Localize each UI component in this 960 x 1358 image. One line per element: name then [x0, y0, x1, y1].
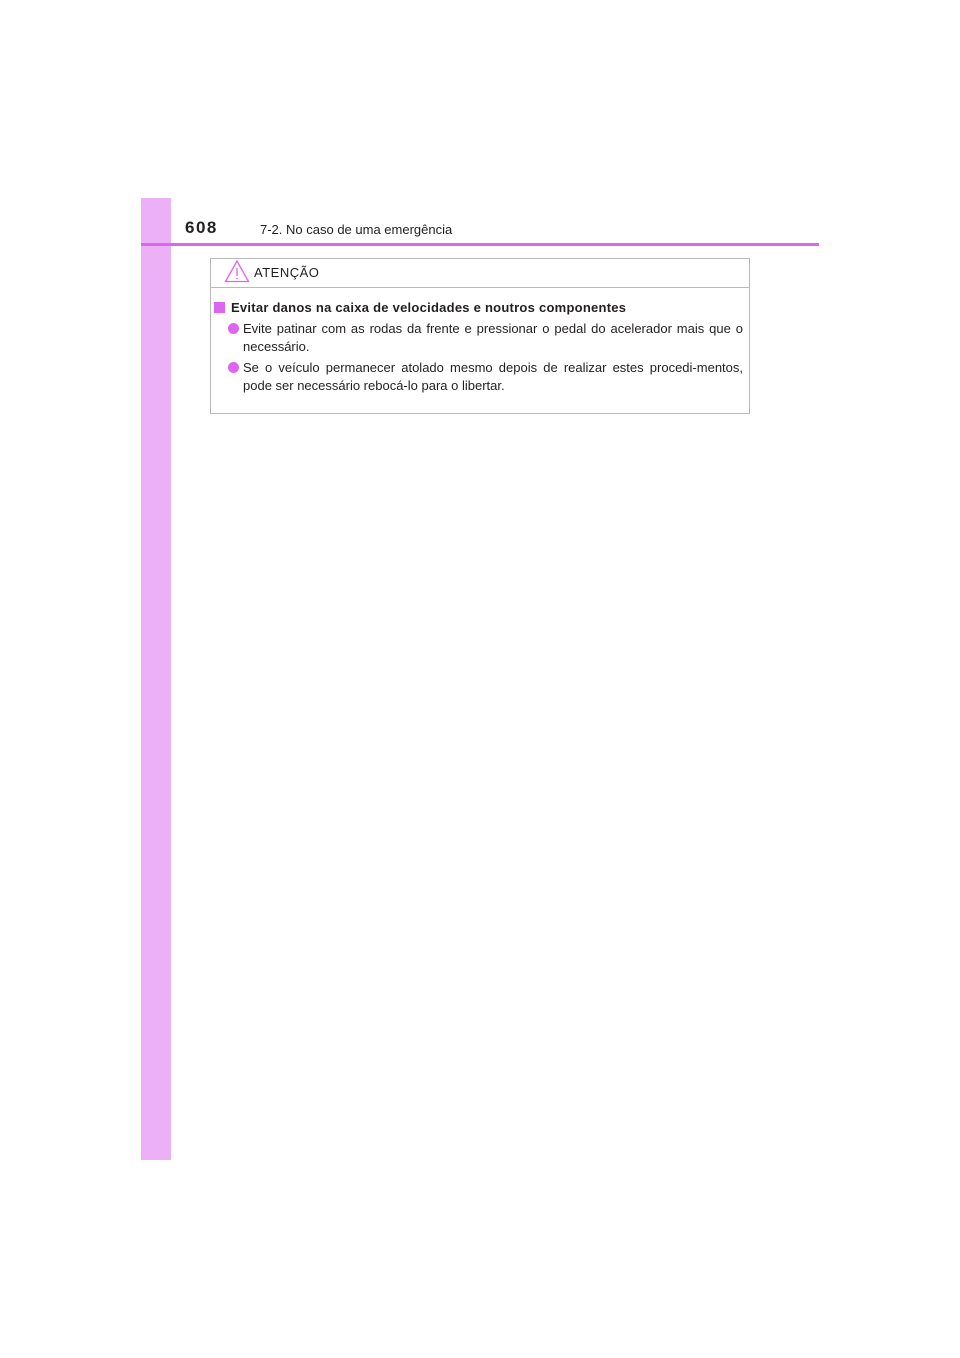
- caution-subheading-text: Evitar danos na caixa de velocidades e noutros componentes: [231, 300, 627, 315]
- square-bullet-icon: [214, 302, 225, 313]
- round-bullet-icon: [228, 323, 239, 334]
- caution-item-text: Evite patinar com as rodas da frente e pressionar o pedal do acelerador mais que o necessário.: [243, 321, 743, 354]
- header-rule: [141, 243, 819, 246]
- warning-triangle-icon: [224, 259, 250, 288]
- caution-title: ATENÇÃO: [254, 265, 320, 280]
- caution-list-item: [211, 320, 749, 356]
- section-title: 7-2. No caso de uma emergência: [260, 222, 453, 237]
- caution-header: [211, 259, 749, 288]
- caution-box: [210, 258, 750, 414]
- caution-body: [211, 299, 749, 395]
- caution-subheading: [211, 299, 749, 317]
- caution-item-text: Se o veículo permanecer atolado mesmo depois de realizar estes procedi-mentos, pode ser necessário rebocá-lo para o libertar.: [243, 360, 743, 393]
- caution-list-item: [211, 359, 749, 395]
- round-bullet-icon: [228, 362, 239, 373]
- side-tab-band: [141, 198, 171, 1160]
- page-number: 608: [185, 218, 218, 237]
